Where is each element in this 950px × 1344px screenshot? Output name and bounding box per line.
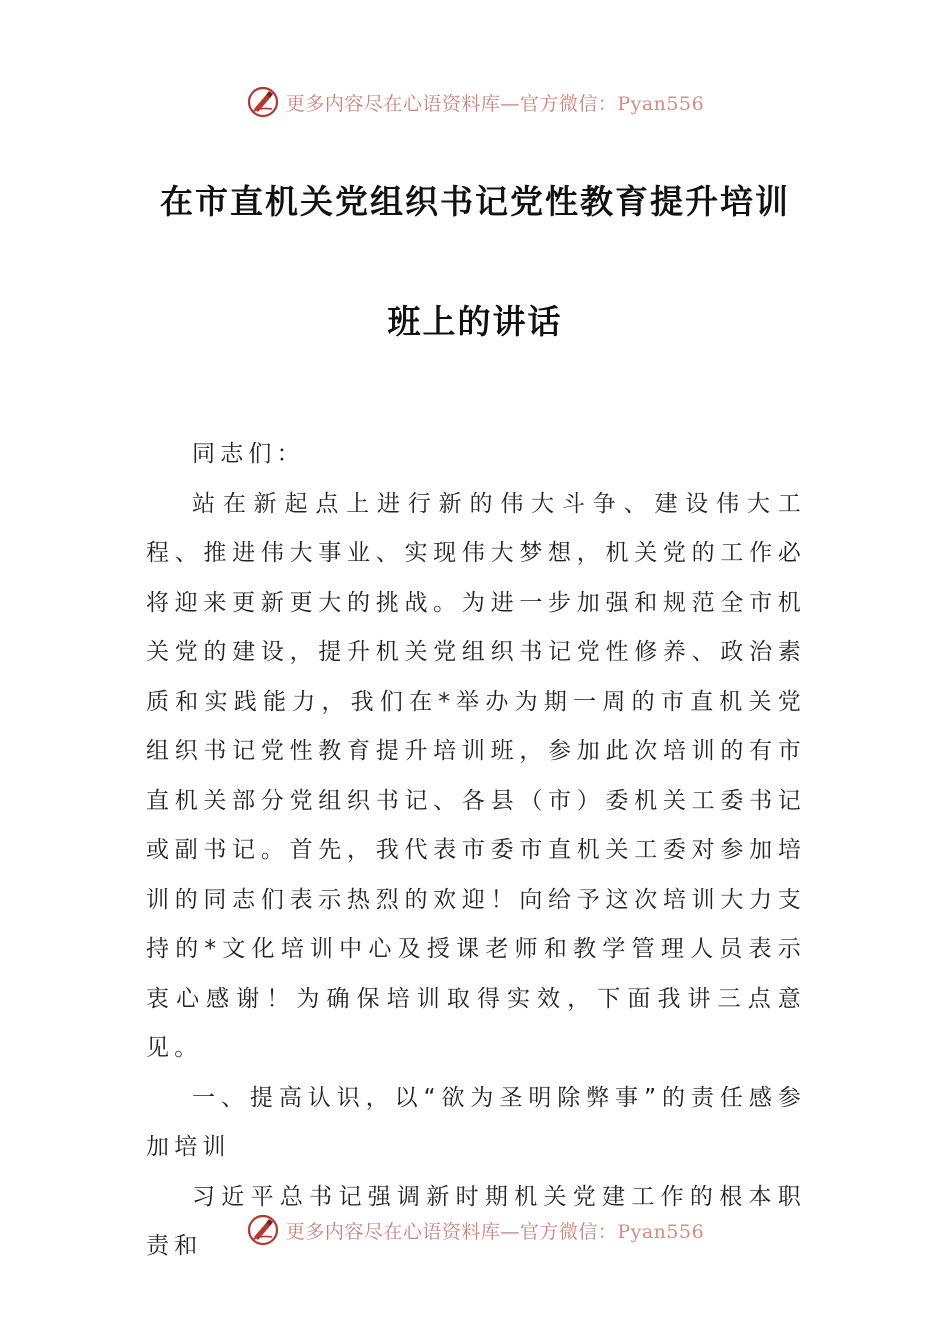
salutation: 同志们： <box>192 441 305 467</box>
document-title-line2: 班上的讲话 <box>387 302 563 341</box>
watermark-text <box>286 1217 704 1244</box>
footer-watermark-banner <box>0 1210 950 1250</box>
watermark-label: 更多内容尽在心语资料库—官方微信： <box>285 92 618 115</box>
document-body <box>146 430 806 1272</box>
pen-logo-icon <box>246 85 280 119</box>
watermark-text <box>286 89 704 116</box>
document-title-line1: 在市直机关党组织书记党性教育提升培训 <box>160 182 790 221</box>
watermark-label: 更多内容尽在心语资料库—官方微信： <box>285 1220 618 1243</box>
paragraph-section-1: 习近平总书记强调新时期机关党建工作的根本职责和 <box>146 1183 806 1259</box>
wechat-id: Pyan556 <box>617 92 705 115</box>
paragraph-intro: 站在新起点上进行新的伟大斗争、建设伟大工程、推进伟大事业、实现伟大梦想，机关党的工作必将迎来更新更大的挑战。为进一步加强和规范全市机关党的建设，提升机关党组织书记党性修养、政治素质和实践能力，我们在*举办为期一周的市直机关党组织书记党性教育提升培训班，参加此次培训的有市直机关部分党组织书记、各县（市）委机关工委书记或副书记。首先，我代表市委市直机关工委对参加培训的同志们表示热烈的欢迎！向给予这次培训大力支持的*文化培训中心及授课老师和教学管理人员表示衷心感谢！为确保培训取得实效，下面我讲三点意见。 <box>146 490 806 1061</box>
pen-logo-icon <box>246 1213 280 1247</box>
wechat-id: Pyan556 <box>617 1220 705 1243</box>
section-heading-1: 一、提高认识，以“欲为圣明除弊事”的责任感参加培训 <box>146 1084 806 1160</box>
header-watermark-banner <box>0 82 950 122</box>
